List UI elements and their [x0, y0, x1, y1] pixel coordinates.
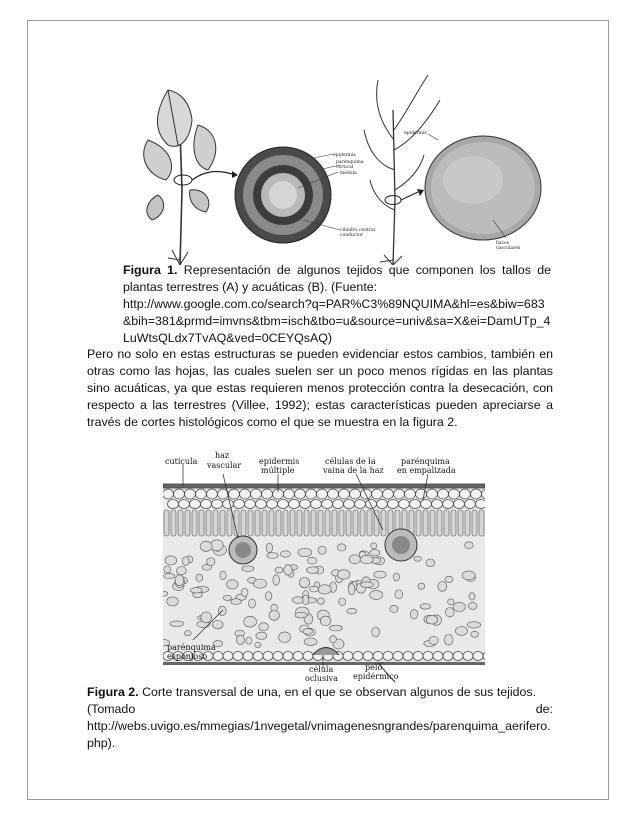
terrestrial-plant-drawing: [144, 90, 216, 265]
label-oclusiva-1: célula: [309, 665, 334, 674]
figure-1-illustration: [128, 70, 558, 265]
terrestrial-stem-cross-section: [235, 147, 331, 243]
figure-2-tomado: (Tomado: [87, 702, 136, 716]
figure-1-caption-text: Representación de algunos tejidos que componen los tallos de plantas terrestres (A) y acuáticas (B). (Fuente:: [123, 263, 552, 294]
figure-1-caption: [123, 262, 551, 347]
label-parenquima-cortical-2: cortical: [336, 165, 354, 170]
label-haces-2: vasculares: [496, 246, 521, 251]
label-haz-1: haz: [215, 451, 230, 460]
label-empalizada-1: parénquima: [401, 457, 450, 466]
label-haz-2: vascular: [207, 461, 242, 470]
label-celulas-1: células de la: [325, 457, 376, 466]
label-epidermis-2: múltiple: [261, 466, 295, 475]
label-pelo-2: epidérmico: [353, 672, 399, 681]
figure-2-leaf-cross-section: [163, 450, 485, 683]
label-haces-1: haces: [496, 241, 510, 246]
label-esponjoso-2: esponjoso: [167, 652, 208, 661]
label-epidermis: epidermis: [333, 153, 356, 158]
label-esponjoso-1: parénquima: [167, 643, 216, 652]
label-pelo-1: pelo: [365, 663, 383, 672]
label-medula: médula: [340, 171, 357, 176]
figure-2-de: de:: [535, 702, 553, 716]
label-parenquima-cortical-1: parénquima: [336, 160, 364, 165]
label-cilindro-central-1: cilindro central: [340, 228, 376, 233]
body-paragraph: Pero no solo en estas estructuras se pueden evidenciar estos cambios, también en otras como las hojas, las cuales suelen ser un poco menos rígidas en las plantas sino acuáticas, ya que estas requieren menos protección contra la desecación, con respecto a las terrestres (Villee, 1992); estas características pueden apreciarse a través de cortes histológicos como el que se muestra en la figura 2.: [87, 347, 553, 429]
label-cuticula: cutícula: [165, 457, 198, 466]
label-epidermis-b: epidermis: [404, 131, 427, 136]
figure-1-source-url: http://www.google.com.co/search?q=PAR%C3%89NQUIMA&hl=es&biw=683&bih=381&prmd=imvns&tbm=isch&tbo=u&source=univ&sa=X&ei=DamUTp_4LuWtsQLdx7TvAQ&ved=0CEYQsAQ): [123, 297, 551, 345]
label-epidermis-1: epidermis: [259, 457, 300, 466]
figure-1-caption-label: Figura 1.: [123, 263, 178, 277]
figure-2-caption-text: Corte transversal de una, en el que se observan algunos de sus tejidos.: [138, 685, 537, 699]
label-oclusiva-2: oclusiva: [305, 674, 338, 683]
figure-2-caption-label: Figura 2.: [87, 685, 139, 699]
figure-2-source-url: http://webs.uvigo.es/mmegias/1nvegetal/vnimagenesngrandes/parenquima_aerifero.php).: [87, 719, 551, 750]
aquatic-stem-cross-section: [425, 136, 541, 240]
label-celulas-2: vaina de la haz: [323, 466, 384, 475]
label-cilindro-central-2: conductor: [340, 233, 364, 238]
label-empalizada-2: en empalizada: [397, 466, 456, 475]
figure-2-caption: [87, 684, 553, 752]
